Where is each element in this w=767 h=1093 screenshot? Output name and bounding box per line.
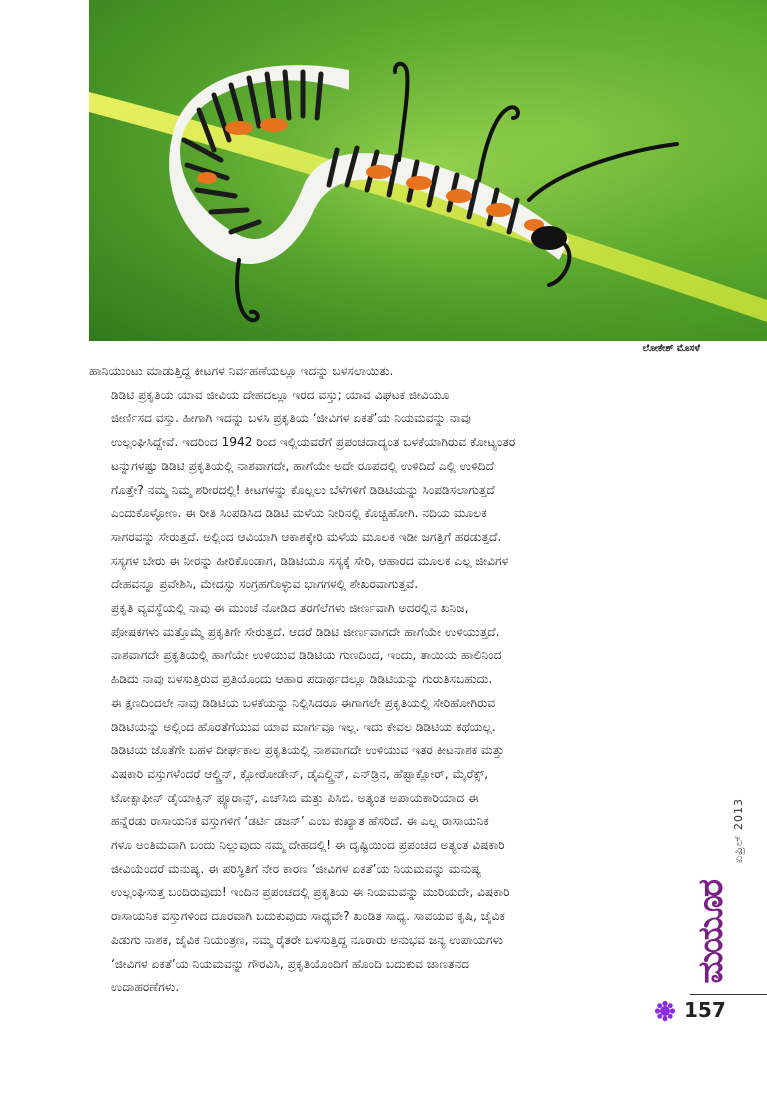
text-line: ಗೊತ್ತೇ? ನಮ್ಮ ನಿಮ್ಮ ಶರೀರದಲ್ಲಿ! ಕೀಟಗಳನ್ನು ಕೊಲ್ಲಲು ಬೆಳೆಗಳಿಗೆ ಡಿಡಿಟಿಯನ್ನು ಸಿಂಪಡಿಸಲಾಗುತ್ತದೆ [111,482,495,497]
text-line: ಉದಾಹರಣೆಗಳು. [111,980,180,995]
magazine-name: ಮಯೂರ [691,880,731,984]
paragraph-3 [89,597,685,692]
article-body [89,360,685,1000]
flower-icon [654,1000,676,1022]
text-line: ದೇಹವನ್ನೂ ಪ್ರವೇಶಿಸಿ, ಮೇದಸ್ಸು ಸಂಗ್ರಹಗೊಳ್ಳುವ ಭಾಗಗಳಲ್ಲಿ ಶೇಖರವಾಗುತ್ತವೆ. [111,577,419,592]
text-line: ಉಲ್ಲಂಘಿಸುತ್ತ ಬಂದಿರುವುದು! ಇಂದಿನ ಪ್ರಪಂಚದಲ್ಲಿ ಪ್ರಕೃತಿಯ ಈ ನಿಯಮವನ್ನು ಮುರಿಯದೇ, ವಿಷಕಾರಿ [111,885,510,900]
text-line: ರಾಸಾಯನಿಕ ವಸ್ತುಗಳಿಂದ ದೂರವಾಗಿ ಬದುಕುವುದು ಸಾಧ್ಯವೇ? ಖಂಡಿತ ಸಾಧ್ಯ. ಸಾವಯವ ಕೃಷಿ, ಜೈವಿಕ [111,909,505,924]
text-line: ಎಂದುಕೊಳ್ಳೋಣ. ಈ ರೀತಿ ಸಿಂಪಡಿಸಿದ ಡಿಡಿಟಿ ಮಳೆಯ ನೀರಿನಲ್ಲಿ ಕೊಚ್ಚಿಹೋಗಿ. ನದಿಯ ಮೂಲಕ [111,506,487,521]
text-line: ಡಿಡಿಟಿ ಪ್ರಕೃತಿಯ ಯಾವ ಜೀವಿಯ ದೇಹದಲ್ಲೂ ಇರದ ವಸ್ತು; ಯಾವ ವಿಘಟಕ ಜೀವಿಯೂ [111,387,450,402]
footer-divider [690,994,767,995]
text-line: ಡಿಡಿಟಿಯನ್ನು ಅಲ್ಲಿಂದ ಹೊರತೆಗೆಯುವ ಯಾವ ಮಾರ್ಗವೂ ಇಲ್ಲ. ಇದು ಕೇವಲ ಡಿಡಿಟಿಯ ಕಥೆಯಲ್ಲ. [111,719,496,734]
text-line: ಹಿಡಿದು ನಾವು ಬಳಸುತ್ತಿರುವ ಪ್ರತಿಯೊಂದು ಆಹಾರ ಪದಾರ್ಥದಲ್ಲೂ ಡಿಡಿಟಿಯನ್ನು ಗುರುತಿಸಬಹುದು. [111,672,493,687]
paragraph-4 [89,692,685,1000]
magazine-logo [692,882,730,982]
photo-credit: ಲೋಕೇಶ್ ಮೊಸಳೆ [642,343,700,354]
caterpillar-photo [89,0,767,341]
text-line: ಗಳೂ ಅಂತಿಮವಾಗಿ ಬಂದು ನಿಲ್ಲುವುದು ನಮ್ಮ ದೇಹದಲ್ಲಿ! ಈ ದೃಷ್ಟಿಯಿಂದ ಪ್ರಪಂಚದ ಅತ್ಯಂತ ವಿಷಕಾರಿ [111,838,505,853]
text-line: ಟೋಕ್ಸಾಫೀನ್ ಡೈಯಾಕ್ಸಿನ್ ಫ್ಯೂರಾನ್ಸ್, ಎಚ್‌ಸಿಬಿ ಮತ್ತು ಪಿಸಿಬಿ. ಅತ್ಯಂತ ಅಪಾಯಕಾರಿಯಾದ ಈ [111,790,479,805]
text-line: ಹಾನಿಯುಂಟು ಮಾಡುತ್ತಿದ್ದ ಕೀಟಗಳ ನಿರ್ವಹಣೆಯಲ್ಲೂ ಇದನ್ನು ಬಳಸಲಾಯಿತು. [89,364,394,378]
paragraph-2 [89,384,685,597]
text-line: ಪ್ರಕೃತಿ ವ್ಯವಸ್ಥೆಯಲ್ಲಿ ನಾವು ಈ ಮುಂಚೆ ನೋಡಿದ ತರಗೆಲೆಗಳು ಜೀರ್ಣವಾಗಿ ಅದರಲ್ಲಿನ ಖನಿಜ, [111,601,469,616]
text-line: ಜೀವಿಯೆಂದರೆ ಮನುಷ್ಯ. ಈ ಪರಿಸ್ಥಿತಿಗೆ ನೇರ ಕಾರಣ ‘ಜೀವಿಗಳ ಏಕತೆ’ಯ ನಿಯಮವನ್ನು ಮನುಷ್ಯ [111,861,482,876]
page-sidebar [690,790,767,1020]
text-line: ಸಾಗರವನ್ನು ಸೇರುತ್ತದೆ. ಅಲ್ಲಿಂದ ಆವಿಯಾಗಿ ಆಕಾಶಕ್ಕೇರಿ ಮಳೆಯ ಮೂಲಕ ಇಡೀ ಜಗತ್ತಿಗೆ ಹರಡುತ್ತದೆ. [111,529,502,544]
paragraph-1 [89,360,685,384]
text-line: ‘ಜೀವಿಗಳ ಏಕತೆ’ಯ ನಿಯಮವನ್ನು ಗೌರವಿಸಿ, ಪ್ರಕೃತಿಯೊಂದಿಗೆ ಹೊಂದಿ ಬದುಕುವ ಜಾಣತನದ [111,956,470,971]
page-number: 157 [684,998,726,1022]
text-line: ವಿಷಕಾರಿ ವಸ್ತುಗಳೆಂದರೆ ಆಲ್ಡ್ರಿನ್, ಕ್ಲೋರೋಡೇನ್, ಡೈಎಲ್ಡ್ರಿನ್, ಎನ್‌ಡ್ರಿನ, ಹೆಪ್ಟಾಕ್ಲೋರ್, ಮೈರೆಕ್ಸ್, [111,766,489,781]
text-line: ಟನ್ನುಗಳಷ್ಟು ಡಿಡಿಟಿ ಪ್ರಕೃತಿಯಲ್ಲಿ ನಾಶವಾಗದೇ, ಹಾಗೆಯೇ ಅದೇ ರೂಪದಲ್ಲಿ ಉಳಿದಿದೆ ಎಲ್ಲಿ ಉಳಿದಿದೆ [111,458,494,473]
text-line: ನಾಶವಾಗದೇ ಪ್ರಕೃತಿಯಲ್ಲಿ ಹಾಗೆಯೇ ಉಳಿಯುವ ಡಿಡಿಟಿಯ ಗುಣದಿಂದ, ಇಂದು, ತಾಯಿಯ ಹಾಲಿನಿಂದ [111,648,502,663]
text-line: ಈ ಕ್ಷಣದಿಂದಲೇ ನಾವು ಡಿಡಿಟಿಯ ಬಳಕೆಯನ್ನು ನಿಲ್ಲಿಸಿದರೂ ಈಗಾಗಲೇ ಪ್ರಕೃತಿಯಲ್ಲಿ ಸೇರಿಹೋಗಿರುವ [111,695,496,710]
text-line: ಪಿಡುಗು ನಾಶಕ, ಜೈವಿಕ ನಿಯಂತ್ರಣ, ನಮ್ಮ ರೈತರೇ ಬಳಸುತ್ತಿದ್ದ ನೂರಾರು ಅನುಭವ ಜನ್ಯ ಉಪಾಯಗಳು [111,932,504,947]
text-line: ಹನ್ನೆರಡು ರಾಸಾಯನಿಕ ವಸ್ತುಗಳಿಗೆ ‘ಡರ್ಟಿ ಡಜನ್’ ಎಂಬ ಕುಖ್ಯಾತ ಹೆಸರಿದೆ. ಈ ಎಲ್ಲ ರಾಸಾಯನಿಕ [111,814,489,829]
text-line: ಡಿಡಿಟಿಯ ಜೊತೆಗೇ ಬಹಳ ದೀರ್ಘಕಾಲ ಪ್ರಕೃತಿಯಲ್ಲಿ ನಾಶವಾಗದೇ ಉಳಿಯುವ ಇತರ ಕೀಟನಾಶಕ ಮತ್ತು [111,743,505,758]
text-line: ಪೋಷಕಗಳು ಮತ್ತೊಮ್ಮೆ ಪ್ರಕೃತಿಗೇ ಸೇರುತ್ತದೆ. ಆದರೆ ಡಿಡಿಟಿ ಜೀರ್ಣವಾಗದೇ ಹಾಗೆಯೇ ಉಳಿಯುತ್ತದೆ. [111,624,500,639]
issue-date: ಏಪ್ರಿಲ್ 2013 [732,798,745,863]
text-line: ಸಸ್ಯಗಳ ಬೇರು ಈ ನೀರನ್ನು ಹೀರಿಕೊಂಡಾಗ, ಡಿಡಿಟಿಯೂ ಸಸ್ಯಕ್ಕೆ ಸೇರಿ, ಆಹಾರದ ಮೂಲಕ ಎಲ್ಲ ಜೀವಿಗಳ [111,553,509,568]
text-line: ಜೀರ್ಣಿಸದ ವಸ್ತು. ಹೀಗಾಗಿ ಇದನ್ನು ಬಳಸಿ ಪ್ರಕೃತಿಯ ‘ಜೀವಿಗಳ ಏಕತೆ’ಯ ನಿಯಮವನ್ನು ನಾವು [111,411,471,426]
text-line: ಉಲ್ಲಂಘಿಸಿದ್ದೇವೆ. ಇದರಿಂದ 1942 ರಿಂದ ಇಲ್ಲಿಯವರೆಗೆ ಪ್ರಪಂಚದಾದ್ಯಂತ ಬಳಕೆಯಾಗಿರುವ ಕೋಟ್ಯಂತರ [111,435,516,450]
